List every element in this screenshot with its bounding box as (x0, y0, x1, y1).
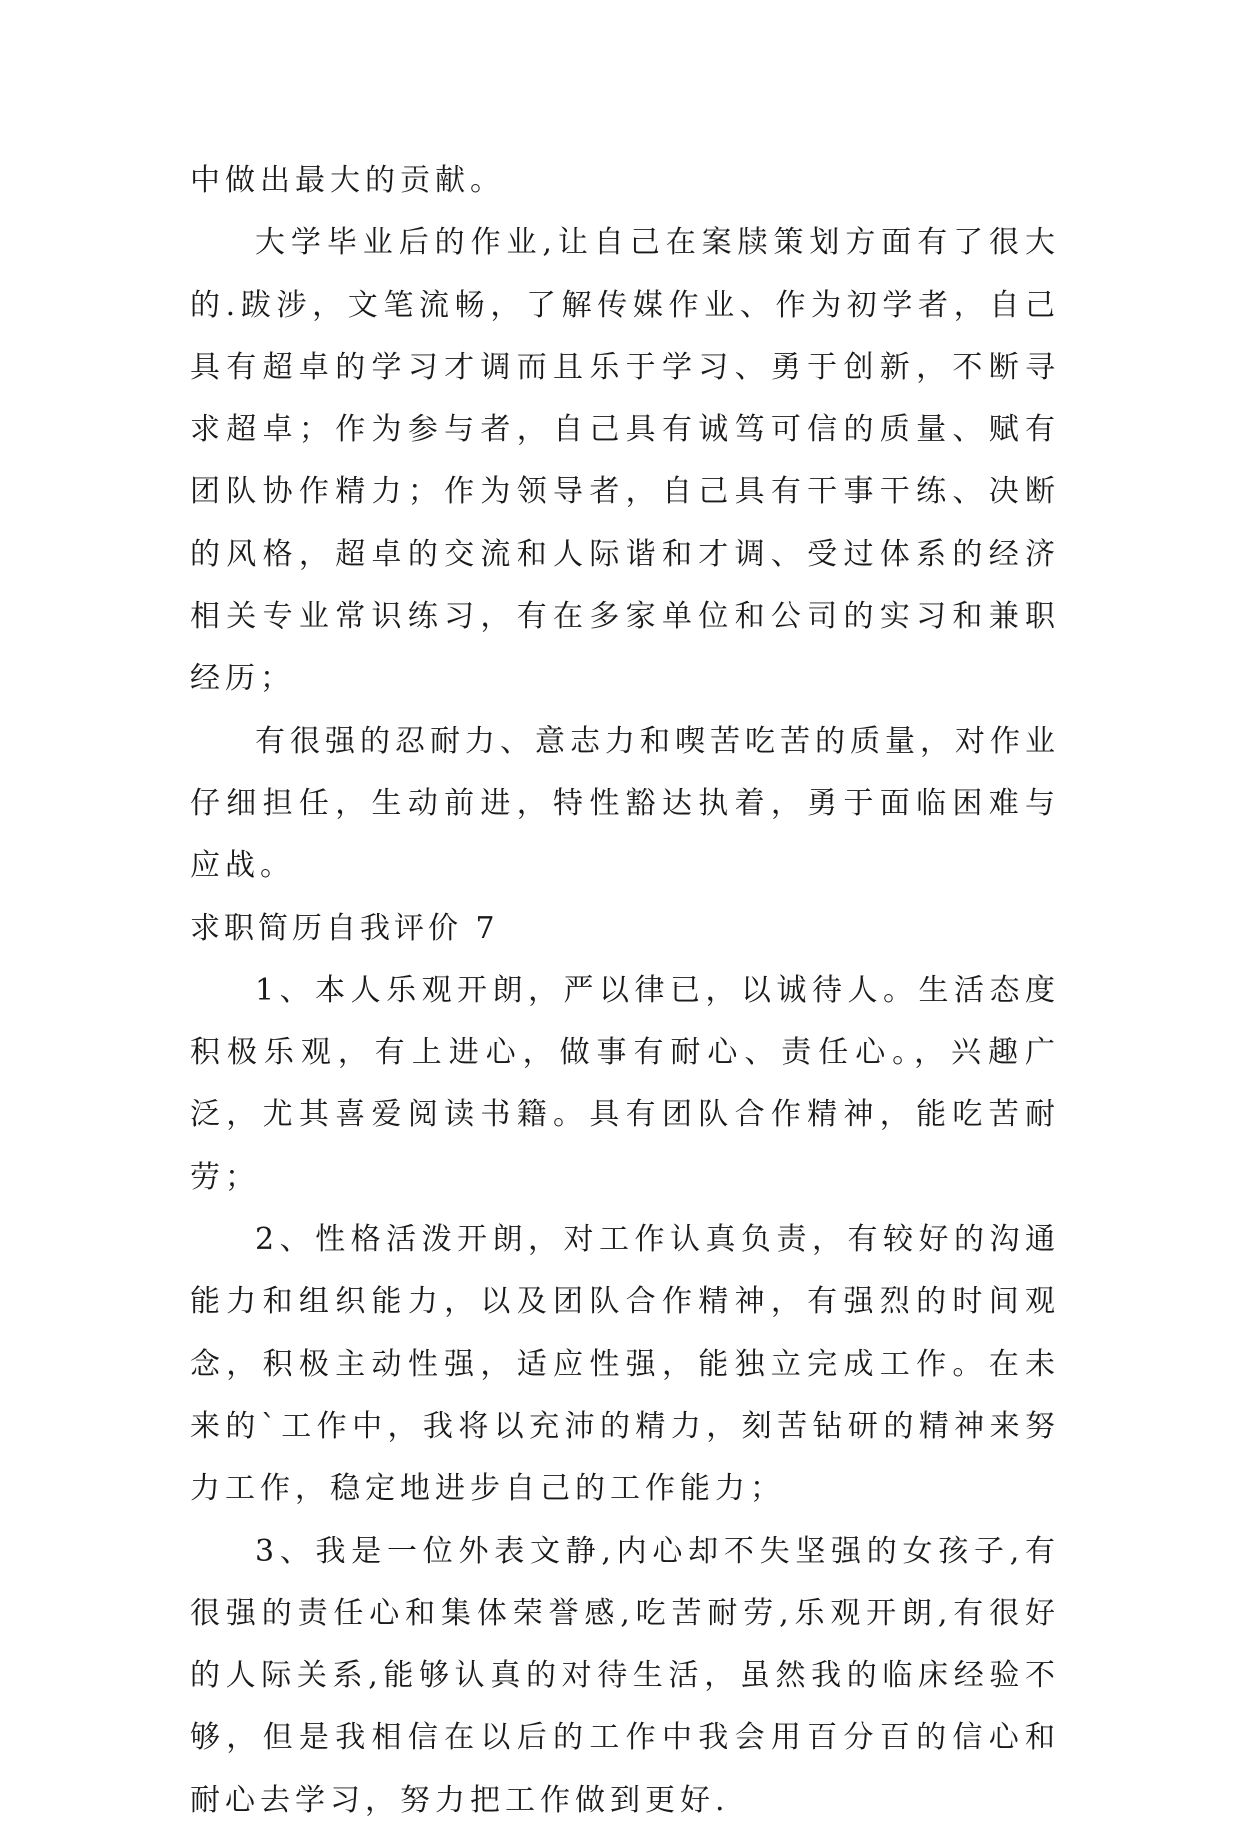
paragraph-continuation: 中做出最大的贡献。 (190, 163, 505, 198)
paragraph-item-3: 3、我是一位外表文静,内心却不失坚强的女孩子,有很强的责任心和集体荣誉感,吃苦耐劳,乐观开朗,有很好的人际关系,能够认真的对待生活，虽然我的临床经验不够，但是我相信在以后的工作中我会用百分百的信心和耐心去学习，努力把工作做到更好. (190, 1533, 1060, 1818)
paragraph-endurance: 有很强的忍耐力、意志力和喫苦吃苦的质量，对作业仔细担任，生动前进，特性豁达执着，勇于面临困难与应战。 (190, 723, 1060, 884)
section-heading: 求职简历自我评价 7 (190, 910, 499, 946)
document-body (190, 150, 1060, 1832)
paragraph-item-2: 2、性格活泼开朗，对工作认真负责，有较好的沟通能力和组织能力，以及团队合作精神，有强烈的时间观念，积极主动性强，适应性强，能独立完成工作。在未来的`工作中，我将以充沛的精力，刻苦钻研的精神来努力工作，稳定地进步自己的工作能力； (190, 1222, 1060, 1507)
paragraph-item-1: 1、本人乐观开朗，严以律已，以诚待人。生活态度积极乐观，有上进心，做事有耐心、责任心。，兴趣广泛，尤其喜爱阅读书籍。具有团队合作精神，能吃苦耐劳； (190, 972, 1060, 1195)
paragraph-work-experience: 大学毕业后的作业,让自己在案牍策划方面有了很大的.跋涉，文笔流畅，了解传媒作业、作为初学者，自己具有超卓的学习才调而且乐于学习、勇于创新，不断寻求超卓；作为参与者，自己具有诚笃可信的质量、赋有团队协作精力；作为领导者，自己具有干事干练、决断的风格，超卓的交流和人际谐和才调、受过体系的经济相关专业常识练习，有在多家单位和公司的实习和兼职经历； (190, 225, 1060, 697)
